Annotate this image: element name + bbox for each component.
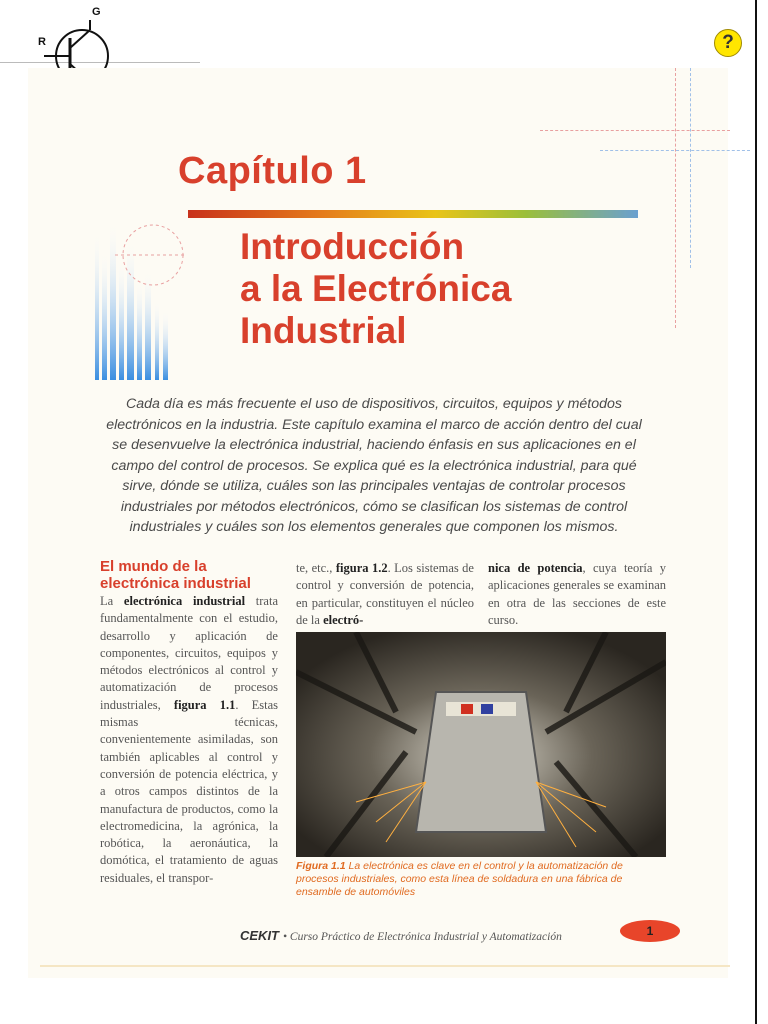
footer-brand: CEKIT [240,928,279,943]
decor-dash-horizontal [540,130,730,131]
figure-caption [296,860,666,899]
col2-text-2: . Los sistemas de control y conversión de potencia, en particular, constituyen el núcleo de la [296,561,474,627]
col1-text-2: . Estas mismas técnicas, convenientemente asimiladas, son también aplicables al control y conversión de potencia eléctrica, y a otros campos distintos de la manufactura de productos, como la electromedicina, la agrónica, la robótica, la aeronáutica, la domótica, el tratamiento de aguas residuales, el transpor- [100,697,278,885]
chapter-label: Capítulo 1 [178,150,367,192]
question-mark-icon: ? [722,32,734,53]
col2-figure-ref: figura 1.2 [335,561,388,575]
chapter-intro: Cada día es más frecuente el uso de dispositivos, circuitos, equipos y métodos electrónicos en la industria. Este capítulo examina el marco de acción dentro del cual se desenvuelve la electrónica industrial, haciendo énfasis en sus aplicaciones en el campo del control de procesos. Se explica qué es la electrónica industrial, para qué sirve, dónde se utiliza, cuáles son las principales ventajas de controlar procesos industriales por métodos electrónicos, cómo se clasifican los sistemas de control industriales y cuáles son los elementos generales que componen los mismos. [106,396,642,535]
decor-dash-vertical [675,68,676,328]
footer-course-title: • Curso Práctico de Electrónica Industrial y Automatización [283,931,562,943]
col1-bold-term: electrónica industrial [123,594,246,608]
figure-caption-text: La electrónica es clave en el control y la automatización de procesos industriales, como esta línea de soldadura en una fábrica de ensamble de automóviles [296,860,623,898]
col3-text: , cuya teoría y aplicaciones generales se examinan en otra de las secciones de este curso. [488,561,666,627]
chapter-title-line-2: a la Electrónica [240,268,512,309]
body-column-1 [100,593,278,887]
figure-photo-welding-line [296,632,666,857]
col2-bold-end: electró- [323,612,364,627]
right-border-rule [755,0,757,1024]
decor-stripes [95,190,185,380]
logo-letter-g: G [92,6,101,18]
decor-dash-horizontal-blue [600,150,750,151]
body-column-2 [296,560,474,629]
col1-figure-ref: figura 1.1 [173,697,236,712]
section-heading: El mundo de la electrónica industrial [100,558,251,592]
help-button[interactable] [714,29,742,57]
col1-pre: La [100,594,124,608]
col3-bold-start: nica de potencia [488,561,583,575]
chapter-title-line-3: Industrial [240,310,407,351]
col2-text: te, etc., [296,561,336,575]
logo-letter-r: R [38,36,46,48]
page-number: 1 [620,920,680,942]
footer-rule [40,965,730,967]
col1-text: trata fundamentalmente con el estudio, desarrollo y aplicación de componentes, circuitos, equipos y métodos electrónicos al control y automatización de procesos industriales, [100,594,278,712]
chapter-title-line-1: Introducción [240,226,465,267]
title-gradient-bar [188,210,638,218]
footer [240,928,562,943]
decor-dash-vertical-blue [690,68,691,268]
figure-label: Figura 1.1 [296,860,346,872]
body-column-3 [488,560,666,629]
